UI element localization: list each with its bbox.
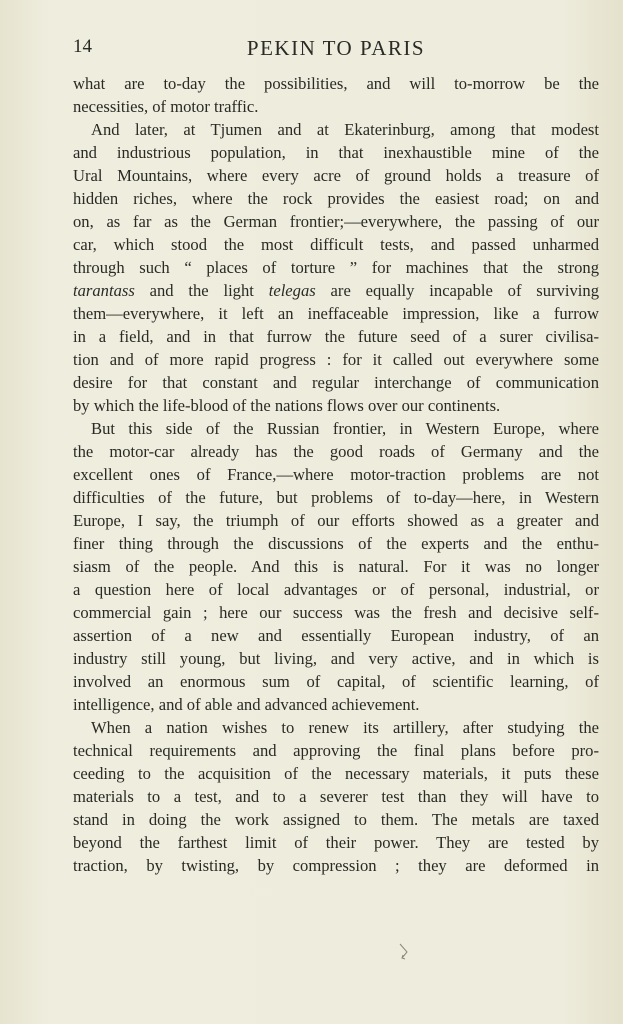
text-line: hidden riches, where the rock provides the easiest road; on and bbox=[73, 189, 599, 208]
text-line: a question here of local advantages or of personal, industrial, or bbox=[73, 580, 599, 599]
text-line: car, which stood the most difficult tests, and passed unharmed bbox=[73, 235, 599, 254]
text-line: And later, at Tjumen and at Ekaterinburg, among that modest bbox=[91, 120, 599, 139]
text-line: necessities, of motor traffic. bbox=[73, 97, 259, 116]
text-line: materials to a test, and to a severer test than they will have to bbox=[73, 787, 599, 806]
text-line: traction, by twisting, by compression ; they are deformed in bbox=[73, 856, 599, 875]
text-line: the motor-car already has the good roads of Germany and the bbox=[73, 442, 599, 461]
text-line: Ural Mountains, where every acre of ground holds a treasure of bbox=[73, 166, 599, 185]
italic-word: telegas bbox=[268, 281, 316, 300]
text-line: through such “ places of torture ” for machines that the strong bbox=[73, 258, 599, 277]
text-line: tion and of more rapid progress : for it called out everywhere some bbox=[73, 350, 599, 369]
text-line: intelligence, and of able and advanced achievement. bbox=[73, 695, 420, 714]
text-line: by which the life-blood of the nations flows over our continents. bbox=[73, 396, 501, 415]
text-line: involved an enormous sum of capital, of scientific learning, of bbox=[73, 672, 599, 691]
text-line: what are to-day the possibilities, and will to-morrow be the bbox=[73, 74, 599, 93]
pencil-mark-icon bbox=[398, 942, 412, 964]
text-line: and industrious population, in that inexhaustible mine of the bbox=[73, 143, 599, 162]
text-line: technical requirements and approving the final plans before pro- bbox=[73, 741, 599, 760]
body-text bbox=[73, 72, 599, 877]
text-line: ceeding to the acquisition of the necessary materials, it puts these bbox=[73, 764, 599, 783]
text-line: Europe, I say, the triumph of our efforts showed as a greater and bbox=[73, 511, 599, 530]
text-line: desire for that constant and regular interchange of communication bbox=[73, 373, 599, 392]
text-line: assertion of a new and essentially European industry, of an bbox=[73, 626, 599, 645]
text-line: tarantass and the light telegas are equally incapable of surviving bbox=[73, 281, 599, 300]
page-header bbox=[73, 36, 599, 62]
text-line: them—everywhere, it left an ineffaceable impression, like a furrow bbox=[73, 304, 599, 323]
running-title: PEKIN TO PARIS bbox=[246, 36, 426, 60]
text-line: excellent ones of France,—where motor-traction problems are not bbox=[73, 465, 599, 484]
text-line: siasm of the people. And this is natural. For it was no longer bbox=[73, 557, 599, 576]
italic-word: tarantass bbox=[73, 281, 135, 300]
text-line: commercial gain ; here our success was the fresh and decisive self- bbox=[73, 603, 599, 622]
text-line: But this side of the Russian frontier, in Western Europe, where bbox=[91, 419, 599, 438]
text-line: in a field, and in that furrow the future seed of a surer civilisa- bbox=[73, 327, 599, 346]
text-line: stand in doing the work assigned to them. The metals are taxed bbox=[73, 810, 599, 829]
text-line: difficulties of the future, but problems of to-day—here, in Western bbox=[73, 488, 599, 507]
text-line: beyond the farthest limit of their power. They are tested by bbox=[73, 833, 599, 852]
text-line: industry still young, but living, and very active, and in which is bbox=[73, 649, 599, 668]
text-line: finer thing through the discussions of the experts and the enthu- bbox=[73, 534, 599, 553]
text-line: When a nation wishes to renew its artillery, after studying the bbox=[91, 718, 599, 737]
page-number: 14 bbox=[73, 36, 92, 57]
text-line: on, as far as the German frontier;—everywhere, the passing of our bbox=[73, 212, 599, 231]
